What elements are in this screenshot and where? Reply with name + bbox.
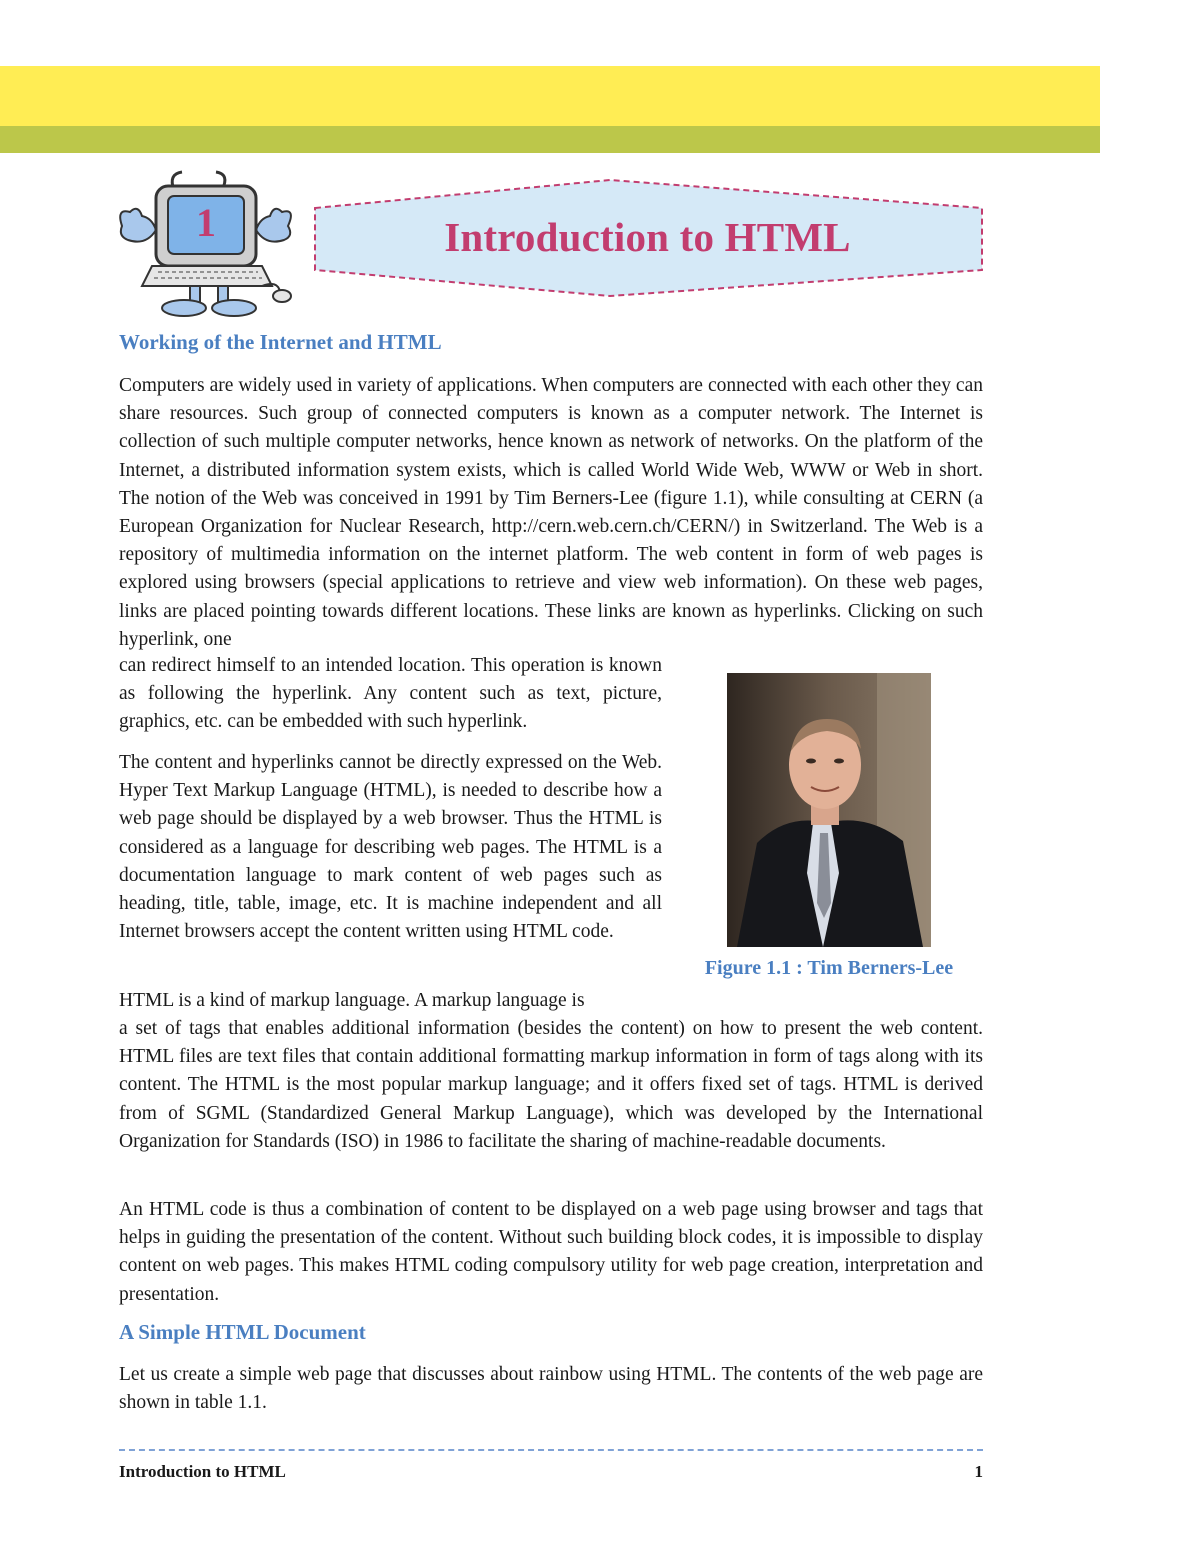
paragraph-markup: a set of tags that enables additional information (besides the content) on how to present the web content. HTML files are text files that contain additional formatting markup information in form of tags along with its content. The HTML is the most popular markup language; and it offers fixed set of tags. HTML is derived from of SGML (Standardized General Markup Language), which was developed by the International Organization for Standards (ISO) in 1986 to facilitate the sharing of machine-readable documents.	[119, 1018, 983, 1152]
page-number: 1	[974, 1462, 983, 1481]
paragraph-html-code: An HTML code is thus a combination of content to be displayed on a web page using browser and tags that helps in guiding the presentation of the content. Without such building block codes, it is impossible to display content on web pages. This makes HTML coding compulsory utility for web page creation, interpretation and presentation.	[119, 1199, 983, 1305]
paragraph-hyperlink: can redirect himself to an intended location. This operation is known as following the hyperlink. Any content such as text, picture, graphics, etc. can be embedded with such hyperlink.	[119, 655, 662, 733]
header-band-green	[0, 126, 1100, 153]
paragraph-rainbow: Let us create a simple web page that discusses about rainbow using HTML. The contents of the web page are shown in table 1.1.	[119, 1364, 983, 1414]
footer-divider	[119, 1449, 983, 1451]
paragraph-markup-first-line: HTML is a kind of markup language. A markup language is	[119, 990, 585, 1011]
computer-mascot-icon	[112, 168, 302, 318]
section-heading-simple-doc: A Simple HTML Document	[119, 1320, 366, 1344]
footer-title: Introduction to HTML	[119, 1462, 286, 1481]
header-band-yellow	[0, 66, 1100, 126]
paragraph-html-intro: The content and hyperlinks cannot be directly expressed on the Web. Hyper Text Markup Language (HTML), is needed to describe how a web page should be displayed by a web browser. Thus the HTML is considered as a language for describing web pages. The HTML is a documentation language to mark content of web pages such as heading, title, table, image, etc. It is machine independent and all Internet browsers accept the content written using HTML code.	[119, 752, 662, 943]
portrait-photo	[727, 673, 931, 947]
figure-caption: Figure 1.1 : Tim Berners-Lee	[704, 957, 954, 979]
chapter-number: 1	[196, 200, 216, 245]
paragraph-internet: Computers are widely used in variety of applications. When computers are connected with each other they can share resources. Such group of connected computers is known as a computer network. The Internet is collection of such multiple computer networks, hence known as network of networks. On the platform of the Internet, a distributed information system exists, which is called World Wide Web, WWW or Web in short. The notion of the Web was conceived in 1991 by Tim Berners-Lee (figure 1.1), while consulting at CERN (a European Organization for Nuclear Research, http://cern.web.cern.ch/CERN/) in Switzerland. The Web is a repository of multimedia information on the internet platform. The web content in form of web pages is explored using browsers (special applications to retrieve and view web information). On these web pages, links are placed pointing towards different locations. These links are known as hyperlinks. Clicking on such hyperlink, one	[119, 375, 983, 650]
chapter-title: Introduction to HTML	[444, 214, 851, 260]
section-heading-working: Working of the Internet and HTML	[119, 330, 442, 354]
